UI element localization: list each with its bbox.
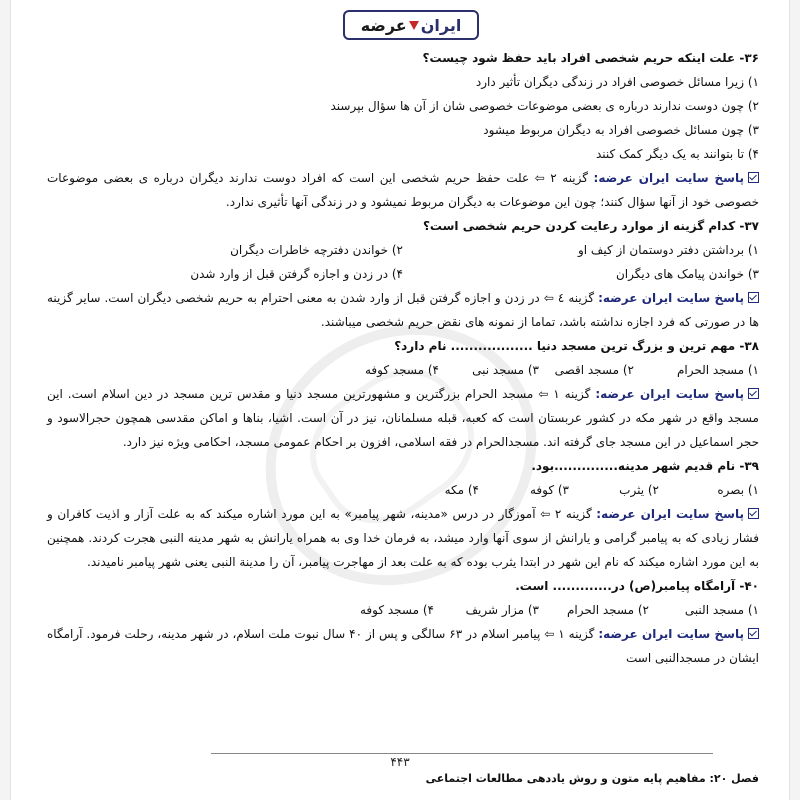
question-37-option-4: ۴) در زدن و اجازه گرفتن قبل از وارد شدن <box>190 267 403 281</box>
answer-label: پاسخ سایت ایران عرضه: <box>598 291 744 305</box>
question-38-options <box>47 358 759 382</box>
answer-text: گزینه ۲ ⇦ علت حفظ حریم شخصی این است که افراد دوست ندارند دیگران درباره ی بعضی موضوعات خصوصی خود از آنها سؤال کنند؛ چون این موضوعات به دیگران مربوط نمیشود و در زندگی آنها تأثیری ندارد. <box>47 171 759 209</box>
question-37-title: ۳۷- کدام گزینه از موارد رعایت کردن حریم شخصی است؟ <box>422 219 759 233</box>
question-39-answer <box>47 502 759 574</box>
question-38-option-4: ۴) مسجد کوفه <box>364 363 439 377</box>
logo-text-arze: عرضه <box>360 15 407 35</box>
question-40-option-1: ۱) مسجد النبی <box>684 603 759 617</box>
chapter-title: فصل ۲۰: مفاهیم پایه متون و روش یاددهی مطالعات اجتماعی <box>425 772 759 785</box>
question-38-option-3: ۳) مسجد نبی <box>472 363 539 377</box>
question-38-option-1: ۱) مسجد الحرام <box>676 363 759 377</box>
document-page <box>10 0 790 800</box>
question-39-option-1: ۱) بصره <box>717 483 759 497</box>
question-38-option-2: ۲) مسجد اقصی <box>554 363 634 377</box>
checkbox-icon <box>748 292 759 303</box>
question-37-answer <box>47 286 759 334</box>
answer-label: پاسخ سایت ایران عرضه: <box>595 387 744 401</box>
site-logo <box>343 10 479 40</box>
answer-label: پاسخ سایت ایران عرضه: <box>596 507 744 521</box>
question-38-title: ۳۸- مهم ترین و بزرگ ترین مسجد دنیا .................. نام دارد؟ <box>394 339 759 353</box>
page-content <box>47 46 759 670</box>
question-37-option-2: ۲) خواندن دفترچه خاطرات دیگران <box>230 243 403 257</box>
question-39-options <box>47 478 759 502</box>
question-37-option-1: ۱) برداشتن دفتر دوستمان از کیف او <box>577 243 759 257</box>
question-40-title: ۴۰- آرامگاه پیامبر(ص) در............. است. <box>515 579 759 593</box>
checkbox-icon <box>748 388 759 399</box>
question-36-option-1: ۱) زیرا مسائل خصوصی افراد در زندگی دیگران تأثیر دارد <box>475 75 759 89</box>
answer-text: گزینه ٤ ⇦ در زدن و اجازه گرفتن قبل از وارد شدن به معنی احترام به حریم شخصی دیگران است. سایر گزینه ها در صورتی که فرد اجازه نداشته باشد، تماما از نمونه های نقض حریم شخصی میباشند. <box>47 291 759 329</box>
footer-divider <box>211 753 713 754</box>
question-36-option-4: ۴) تا بتوانند به یک دیگر کمک کنند <box>595 147 759 161</box>
question-36-title: ۳۶- علت اینکه حریم شخصی افراد باید حفظ شود چیست؟ <box>422 51 759 65</box>
question-39-option-3: ۳) کوفه <box>529 483 569 497</box>
question-40-option-4: ۴) مسجد کوفه <box>359 603 434 617</box>
checkbox-icon <box>748 628 759 639</box>
checkbox-icon <box>748 172 759 183</box>
answer-label: پاسخ سایت ایران عرضه: <box>593 171 744 185</box>
question-39-title: ۳۹- نام قدیم شهر مدینه..............بود. <box>531 459 759 473</box>
question-38-answer <box>47 382 759 454</box>
question-36-option-3: ۳) چون مسائل خصوصی افراد به دیگران مربوط میشود <box>483 123 759 137</box>
question-40-option-2: ۲) مسجد الحرام <box>566 603 649 617</box>
question-40-answer <box>47 622 759 670</box>
answer-text: گزینه ۱ ⇦ پیامبر اسلام در ۶۳ سالگی و پس از ۴۰ سال نبوت ملت اسلام، در شهر مدینه، رحلت فرمود. آرامگاه ایشان در مسجدالنبی است <box>47 627 759 665</box>
answer-text: گزینه ۲ ⇦ آموزگار در درس «مدینه، شهر پیامبر» به این مورد اشاره میکند که به علت آزار و اذیت کافران و فشار زیادی که به پیامبر گرامی و یارانش از سوی آنها وارد میشد، به فرمان خدا وی به همراه یارانش به شهر مدینه النبی هجرت کردند. همچنین به این مورد اشاره میکند که نام این شهر در ابتدا یثرب بوده که به علت بعد از مهاجرت پیامبر، آن را مدینة النبی یعنی شهر پیامبر نامیدند. <box>47 507 759 569</box>
question-37-options <box>47 238 759 286</box>
question-39-option-2: ۲) یثرب <box>619 483 659 497</box>
logo-pin-icon <box>409 21 419 30</box>
question-36-option-2: ۲) چون دوست ندارند درباره ی بعضی موضوعات خصوصی شان از آن ها سؤال بپرسند <box>330 99 759 113</box>
question-40-option-3: ۳) مزار شریف <box>465 603 539 617</box>
question-37-option-3: ۳) خواندن پیامک های دیگران <box>615 267 759 281</box>
question-39-option-4: ۴) مکه <box>444 483 479 497</box>
logo-text-iran: ایران <box>420 15 462 35</box>
question-40-options <box>47 598 759 622</box>
question-36-answer <box>47 166 759 214</box>
answer-text: گزینه ۱ ⇦ مسجد الحرام بزرگترین و مشهورترین مسجد دنیا و مقدس ترین مسجد در دین اسلام است. این مسجد واقع در شهر مکه در کشور عربستان است که کعبه، قبله مسلمانان، نیز در آن است. اشیا، بناها و اماکن مقدسی همچون حجرالاسود و حجر اسماعیل در این مسجد جای گرفته اند. مسجدالحرام در فقه اسلامی، افزون بر احکام عمومی مسجد، احکامی ویژه نیز دارد. <box>47 387 759 449</box>
checkbox-icon <box>748 508 759 519</box>
page-number: ۴۴۳ <box>390 755 410 769</box>
answer-label: پاسخ سایت ایران عرضه: <box>598 627 744 641</box>
